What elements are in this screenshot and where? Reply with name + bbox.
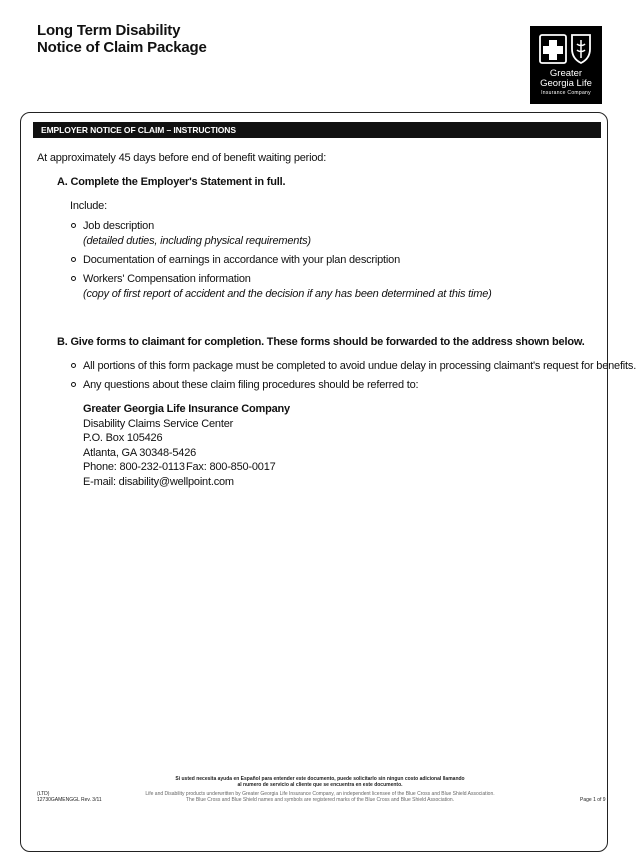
- bullet-icon: [71, 382, 76, 387]
- bullet-icon: [71, 257, 76, 262]
- list-item-note: (copy of first report of accident and the decision if any has been determined at this time): [83, 288, 492, 300]
- shield-icon: [572, 35, 590, 63]
- address-dept: Disability Claims Service Center: [83, 418, 234, 430]
- footer-legal-1: Life and Disability products underwritten by Greater Georgia Life Insurance Company, an independent licensee of the Blue Cross and Blue Shield Association.: [145, 791, 495, 797]
- address-email: E-mail: disability@wellpoint.com: [83, 476, 234, 488]
- address-company: Greater Georgia Life Insurance Company: [83, 403, 290, 415]
- address-fax: Fax: 800-850-0017: [186, 461, 276, 473]
- form-code-2: 12730GAMENGGL Rev. 3/11: [37, 797, 102, 803]
- list-item: Documentation of earnings in accordance with your plan description: [83, 254, 400, 266]
- bullet-icon: [71, 363, 76, 368]
- list-item: Workers' Compensation information: [83, 273, 251, 285]
- intro-text: At approximately 45 days before end of benefit waiting period:: [37, 152, 327, 164]
- footer-legal-2: The Blue Cross and Blue Shield names and symbols are registered marks of the Blue Cross and Blue Shield Association.: [185, 797, 455, 803]
- title-line-1: Long Term Disability: [37, 22, 181, 39]
- page-number: Page 1 of 9: [580, 797, 606, 803]
- logo-mark: [538, 31, 594, 67]
- bullet-icon: [71, 223, 76, 228]
- form-code-1: (LTD): [37, 791, 50, 797]
- section-header: EMPLOYER NOTICE OF CLAIM – INSTRUCTIONS: [33, 122, 601, 138]
- address-phone: Phone: 800-232-0113: [83, 461, 185, 473]
- logo-line-1: Greater: [549, 68, 583, 79]
- list-item: All portions of this form package must be completed to avoid undue delay in processing claimant's request for benefits.: [83, 360, 637, 372]
- footer-spanish-1: Si usted necesita ayuda en Español para entender este documento, puede solicitarlo sin ningun costo adicional llamando: [175, 776, 465, 782]
- address-po-box: P.O. Box 105426: [83, 432, 163, 444]
- list-item: Job description: [83, 220, 154, 232]
- bullet-icon: [71, 276, 76, 281]
- title-line-2: Notice of Claim Package: [37, 39, 207, 56]
- page-title: [37, 22, 207, 56]
- logo-line-2: Georgia Life: [540, 78, 592, 89]
- part-a-heading: A. Complete the Employer's Statement in full.: [57, 176, 286, 188]
- footer-spanish-2: al numero de servicio al cliente que se encuentra en este documento.: [237, 782, 403, 788]
- cross-icon: [540, 35, 566, 63]
- part-b-heading: B. Give forms to claimant for completion. These forms should be forwarded to the address shown below.: [57, 336, 585, 348]
- include-label: Include:: [70, 200, 107, 212]
- list-item: Any questions about these claim filing procedures should be referred to:: [83, 379, 419, 391]
- list-item-note: (detailed duties, including physical requirements): [83, 235, 311, 247]
- company-logo: [530, 26, 602, 104]
- logo-line-3: Insurance Company: [541, 90, 591, 96]
- address-city: Atlanta, GA 30348-5426: [83, 447, 197, 459]
